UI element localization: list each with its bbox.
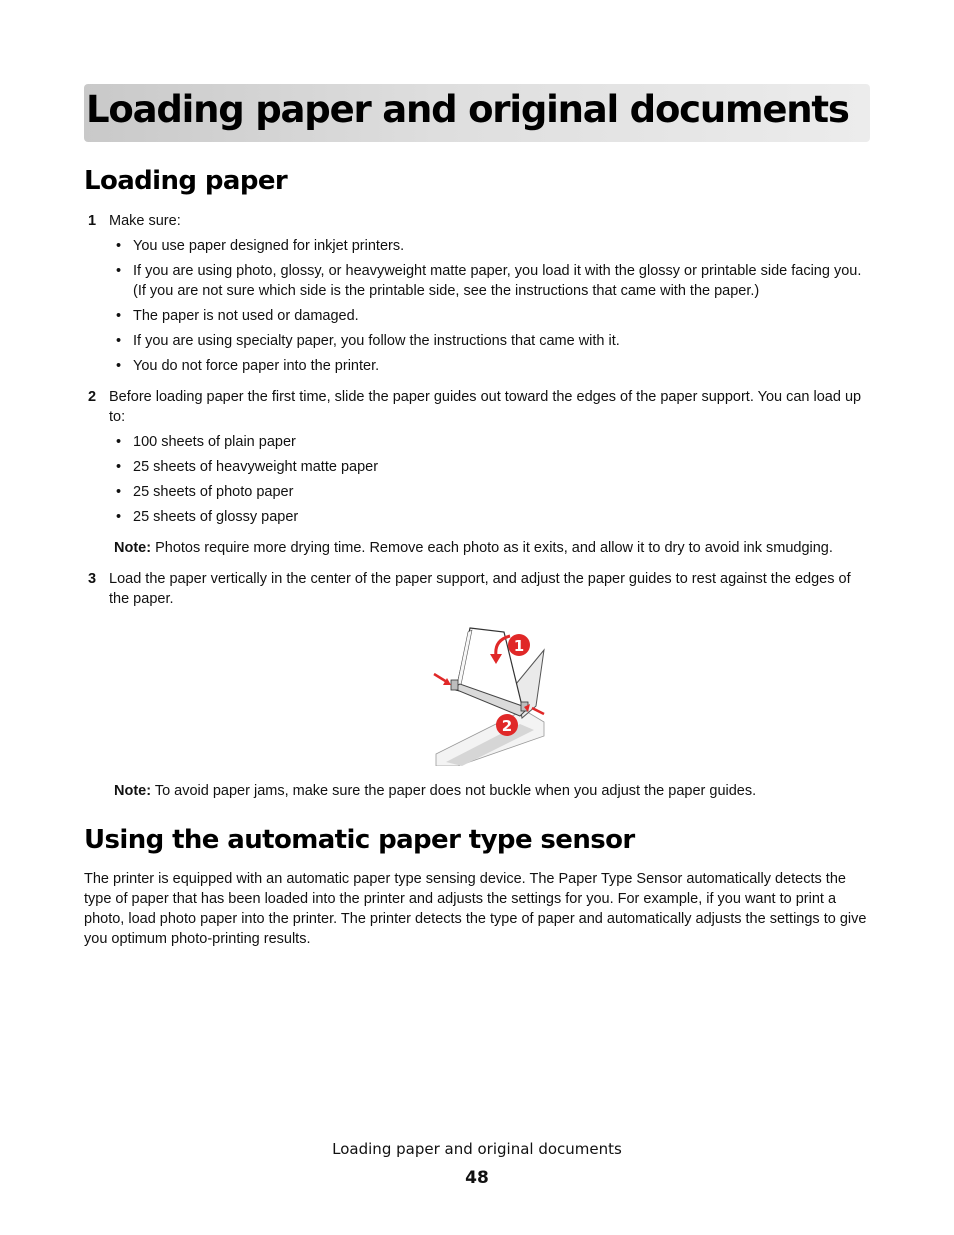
list-item: • 25 sheets of photo paper [109,482,874,502]
list-item: • If you are using photo, glossy, or heavyweight matte paper, you load it with the glossy or printable side facing you. (If you are not sure which side is the printable side, see the instructions that came with the paper.) [109,261,874,301]
list-item: • You do not force paper into the printer. [109,356,874,376]
note [114,538,874,558]
step-text: Load the paper vertically in the center of the paper support, and adjust the paper guides to rest against the edges of the paper. [109,571,851,607]
section-heading-paper-type-sensor: Using the automatic paper type sensor [84,825,635,855]
paragraph: The printer is equipped with an automatic paper type sensing device. The Paper Type Sensor automatically detects the type of paper that has been loaded into the printer and adjusts the settings for you. For example, if you want to print a photo, load photo paper into the printer. The printer detects the type of paper and automatically adjusts the settings to give you optimum photo-printing results. [84,871,867,947]
list-item: • If you are using specialty paper, you follow the instructions that came with it. [109,331,874,351]
bullet-list [109,236,874,381]
chapter-title: Loading paper and original documents [86,88,849,131]
callout-2-label: 2 [501,717,513,735]
section-heading-loading-paper: Loading paper [84,166,288,196]
note-text: Photos require more drying time. Remove each photo as it exits, and allow it to dry to avoid ink smudging. [151,540,833,556]
list-item: • 25 sheets of heavyweight matte paper [109,457,874,477]
step-text: Make sure: [109,213,181,229]
list-item: • The paper is not used or damaged. [109,306,874,326]
note-text: To avoid paper jams, make sure the paper does not buckle when you adjust the paper guides. [151,783,757,799]
list-item: • 25 sheets of glossy paper [109,507,874,527]
step-number: 1 [88,213,97,229]
list-item: • You use paper designed for inkjet printers. [109,236,874,256]
bullet-list [109,432,874,532]
footer-title: Loading paper and original documents [332,1140,622,1158]
step-number: 2 [88,389,97,405]
list-item: • 100 sheets of plain paper [109,432,874,452]
step-number: 3 [88,571,97,587]
note-label: Note: [114,540,152,556]
callout-1-label: 1 [513,637,525,655]
note [114,781,874,801]
page-number: 48 [465,1168,489,1188]
step-text: Before loading paper the first time, slide the paper guides out toward the edges of the paper support. You can load up to: [109,389,862,425]
paper-loading-illustration [432,624,546,766]
note-label: Note: [114,783,152,799]
